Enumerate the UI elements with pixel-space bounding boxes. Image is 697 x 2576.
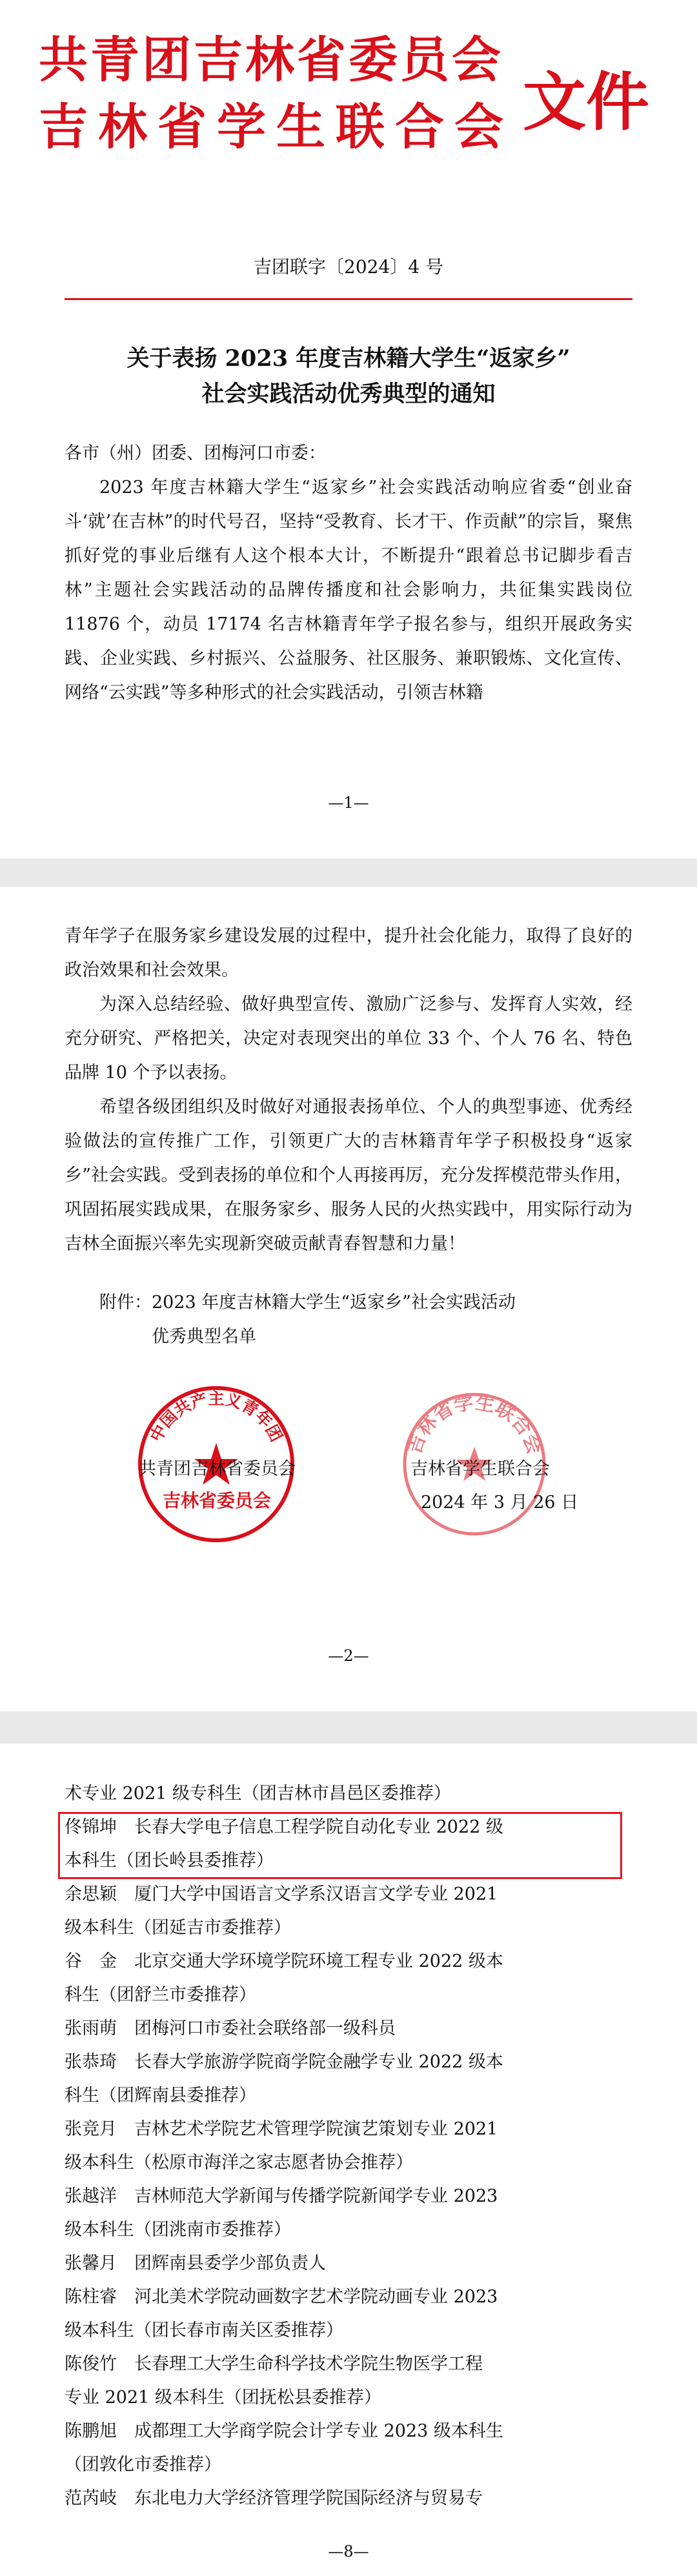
list-line-highlighted: 佟锦坤 长春大学电子信息工程学院自动化专业 2022 级 [65, 1817, 503, 1837]
body-paragraph-cont: 青年学子在服务家乡建设发展的过程中，提升社会化能力，取得了良好的政治效果和社会效果。 [65, 926, 632, 980]
page-2 [0, 887, 697, 1711]
list-line-highlighted: 本科生（团长岭县委推荐） [65, 1851, 274, 1871]
page-1 [0, 0, 697, 858]
issuer-org-2: 吉林省学生联合会 [39, 98, 514, 156]
doc-number: 吉团联字〔2024〕4 号 [254, 256, 443, 277]
list-line: 科生（团辉南县委推荐） [65, 2086, 256, 2106]
body-paragraph-2: 为深入总结经验、做好典型宣传、激励广泛参与、发挥育人实效，经充分研究、严格把关，决定对表现突出的单位 33 个、个人 76 名、特色品牌 10 个予以表扬。 [65, 994, 632, 1083]
list-line: 科生（团舒兰市委推荐） [65, 1985, 256, 2005]
list-line: （团敦化市委推荐） [65, 2455, 221, 2475]
page-number-1: —1— [328, 794, 369, 812]
seal-left-outer-text: 中国共产主义青年团 [146, 1389, 287, 1445]
list-line: 级本科生（团长春市南关区委推荐） [65, 2320, 343, 2340]
salutation: 各市（州）团委、团梅河口市委： [65, 443, 326, 463]
page-gap-2 [0, 1711, 697, 1744]
list-line: 陈俊竹 长春理工大学生命科学技术学院生物医学工程 [65, 2354, 483, 2374]
doc-title-line1: 关于表扬 2023 年度吉林籍大学生“返家乡” [126, 345, 571, 372]
seal-left-inner-text: 吉林省委员会 [163, 1490, 272, 1511]
page-number-8: —8— [328, 2542, 369, 2561]
list-line: 级本科生（松原市海洋之家志愿者协会推荐） [65, 2153, 413, 2173]
list-line: 级本科生（团延吉市委推荐） [65, 1918, 291, 1938]
page-8 [0, 1744, 697, 2576]
seal-right-text: 吉林省学生联合会 [403, 1391, 546, 1458]
issuer-org-1: 共青团吉林省委员会 [39, 31, 503, 88]
list-line: 余思颖 厦门大学中国语言文学系汉语言文学专业 2021 [65, 1884, 498, 1904]
list-line: 专业 2021 级本科生（团抚松县委推荐） [65, 2388, 381, 2408]
list-line: 张竞月 吉林艺术学院艺术管理学院演艺策划专业 2021 [65, 2119, 498, 2139]
signature-left: 共青团吉林省委员会 [139, 1459, 296, 1479]
list-line: 级本科生（团洮南市委推荐） [65, 2220, 291, 2240]
list-line: 范芮岐 东北电力大学经济管理学院国际经济与贸易专 [65, 2488, 483, 2508]
page-number-2: —2— [328, 1647, 369, 1665]
signature-right: 吉林省学生联合会 [410, 1459, 550, 1479]
doc-title-line2: 社会实践活动优秀典型的通知 [201, 381, 496, 407]
list-line: 谷 金 北京交通大学环境学院环境工程专业 2022 级本 [65, 1951, 503, 1971]
body-paragraph-1: 2023 年度吉林籍大学生“返家乡”社会实践活动响应省委“创业奋斗‘就’在吉林”的时代号召，坚持“受教育、长才干、作贡献”的宗旨，聚焦抓好党的事业后继有人这个根本大计，不断提升“跟着总书记脚步看吉林”主题社会实践活动的品牌传播度和社会影响力，共征集实践岗位 11876 个，动员 17174 名吉林籍青年学子报名参与，组织开展政务实践、企业实践、乡村振兴、公益服务、社区服务、兼职锻炼、文化宣传、网络“云实践”等多种形式的社会实践活动，引领吉林籍 [65, 478, 632, 703]
list-line: 张馨月 团辉南县委学少部负责人 [65, 2253, 326, 2273]
list-line: 陈柱睿 河北美术学院动画数字艺术学院动画专业 2023 [65, 2287, 498, 2307]
issue-date: 2024 年 3 月 26 日 [421, 1493, 579, 1513]
list-line: 张雨萌 团梅河口市委社会联络部一级科员 [65, 2018, 396, 2038]
list-line: 张越洋 吉林师范大学新闻与传播学院新闻学专业 2023 [65, 2186, 498, 2206]
list-line: 陈鹏旭 成都理工大学商学院会计学专业 2023 级本科生 [65, 2421, 503, 2441]
attachment-line-2: 优秀典型名单 [152, 1327, 256, 1347]
page-gap-1 [0, 858, 697, 887]
body-paragraph-3: 希望各级团组织及时做好对通报表扬单位、个人的典型事迹、优秀经验做法的宣传推广工作，引领更广大的吉林籍青年学子积极投身“返家乡”社会实践。受到表扬的单位和个人再接再厉，充分发挥模范带头作用，巩固拓展实践成果，在服务家乡、服务人民的火热实践中，用实际行动为吉林全面振兴率先实现新突破贡献青春智慧和力量！ [65, 1097, 632, 1254]
red-divider [65, 298, 632, 300]
list-line: 张恭琦 长春大学旅游学院商学院金融学专业 2022 级本 [65, 2052, 503, 2072]
list-line: 术专业 2021 级专科生（团吉林市昌邑区委推荐） [65, 1784, 451, 1804]
attachment-line: 附件：2023 年度吉林籍大学生“返家乡”社会实践活动 [99, 1293, 516, 1313]
wenjian-label: 文件 [523, 66, 650, 139]
